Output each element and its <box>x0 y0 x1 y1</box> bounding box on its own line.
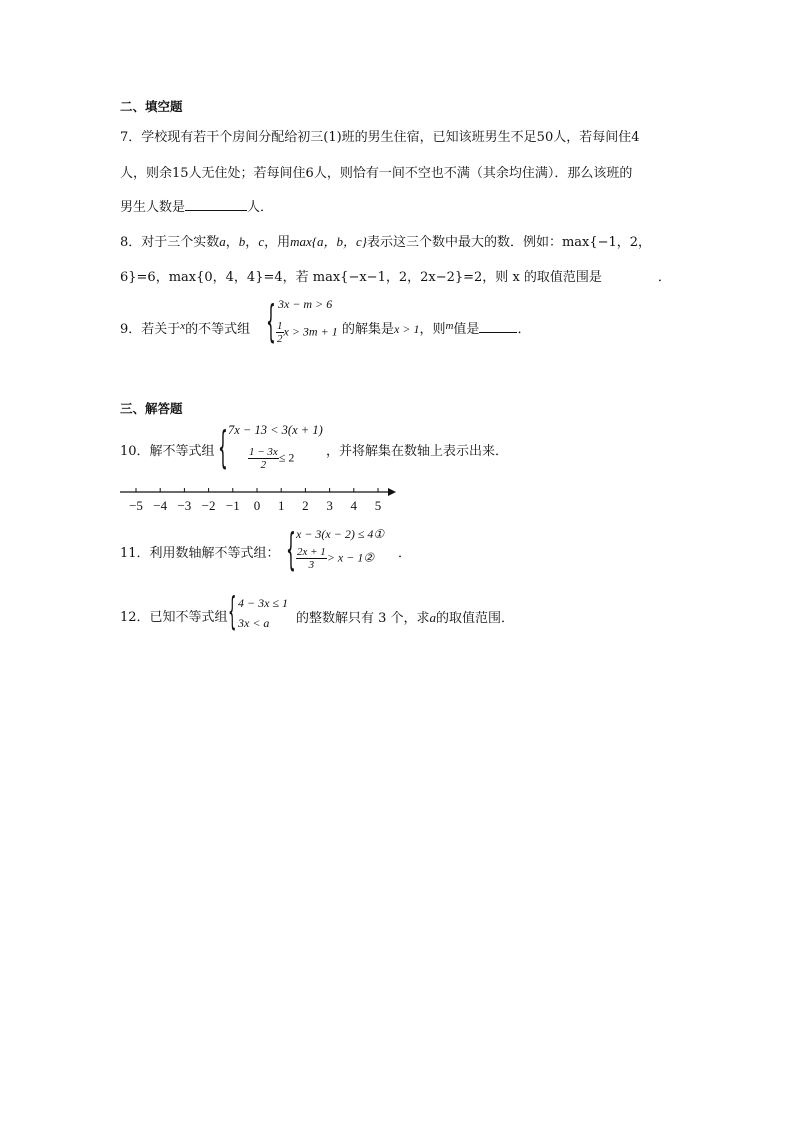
q8-use: ，用 <box>264 235 291 250</box>
number-line-tick-label: 2 <box>302 498 309 513</box>
number-line-tick-label: −3 <box>177 498 192 513</box>
number-line-tick-label: 4 <box>350 498 358 513</box>
number-line-tick-label: 5 <box>374 498 382 513</box>
q9-var-x: x <box>180 320 186 332</box>
q7-line3 <box>120 198 273 216</box>
q12-prefix: 12．已知不等式组 <box>120 610 228 625</box>
q9-suffix-group <box>342 318 530 338</box>
q9-answer-blank[interactable] <box>479 320 517 333</box>
q11-suffix: ． <box>398 546 412 561</box>
q10-eq2 <box>248 446 294 471</box>
section-heading-answer: 三、解答题 <box>120 401 183 416</box>
q8-line1 <box>120 234 651 251</box>
q10-brace: { <box>218 422 228 473</box>
q10-eq2-rest: ≤ 2 <box>278 450 295 465</box>
q7-line2: 人，则余15人无住处；若每间住6人，则恰有一间不空也不满（其余均住满）．那么该班的 <box>120 166 633 181</box>
number-line-tick-label: 3 <box>326 498 333 513</box>
q12-eq2: 3x < a <box>238 616 270 630</box>
q11-brace: { <box>286 524 296 575</box>
q9-eq2-num: 1 <box>277 320 283 332</box>
q11-prefix: 11．利用数轴解不等式组： <box>120 546 280 561</box>
q10-suffix: ，并将解集在数轴上表示出来． <box>326 444 509 459</box>
q9-eq2 <box>276 320 338 345</box>
q9-brace: { <box>266 296 276 347</box>
q8-var-b: b <box>238 234 246 249</box>
q7-line1: 7．学校现有若干个房间分配给初三(1)班的男生住宿，已知该班男生不足50人，若每间住4 <box>120 130 640 145</box>
q8-intro: 8．对于三个实数 <box>120 235 220 250</box>
number-line-tick-label: −1 <box>225 498 240 513</box>
q8-sep-1: ， <box>225 235 239 250</box>
q9-inequality-system <box>266 296 346 352</box>
q12-brace: { <box>228 589 237 633</box>
q7-line3-text: 男生人数是 <box>120 200 186 215</box>
q9-eq2-rest: x > 3m + 1 <box>283 324 338 339</box>
number-line-arrow-icon <box>388 488 396 496</box>
q11-eq2-frac <box>296 546 327 571</box>
q11-eq2-den: 3 <box>308 559 315 571</box>
q10-eq2-frac <box>248 446 279 471</box>
q8-max-func: max{a，b，c} <box>290 234 367 249</box>
q8-suffix: ． <box>657 270 671 285</box>
q9-eq2-den: 2 <box>277 333 283 345</box>
q12-var-a: a <box>429 610 437 625</box>
number-line-tick-label: −2 <box>201 498 216 513</box>
q7-line3-suffix: 人． <box>247 200 274 215</box>
q11-eq2-rest: > x − 1② <box>326 550 375 565</box>
q9-mid: 的不等式组 <box>185 322 251 337</box>
q12-inequality-system <box>228 589 300 638</box>
q10-inequality-system <box>218 420 328 480</box>
q11-inequality-system <box>286 524 406 582</box>
q8-example: 6}=6，max{0，4，4}=4，若 max{−x−1，2，2x−2}=2，则 x 的取值范围是 <box>120 270 602 285</box>
q9-prefix-group <box>120 318 250 338</box>
number-line-tick-label: 1 <box>277 498 285 513</box>
q12-mid: 的整数解只有 3 个，求 <box>296 611 430 626</box>
q12-suffix: 的取值范围． <box>436 611 515 626</box>
q12-suffix-group <box>296 610 514 627</box>
q9-end: ． <box>517 322 531 337</box>
q9-solution: x > 1 <box>394 322 420 336</box>
number-line-tick-label: 0 <box>253 498 261 513</box>
q9-after2: ，则 <box>419 322 446 337</box>
q10-prefix: 10．解不等式组 <box>120 444 215 459</box>
q8-line2 <box>120 270 671 286</box>
number-line-tick-label: −4 <box>153 498 168 513</box>
q9-prefix: 9．若关于 <box>120 322 181 337</box>
q12-eq1: 4 − 3x ≤ 1 <box>238 596 289 610</box>
q8-sep-2: ， <box>245 235 259 250</box>
q10-eq1: 7x − 13 < 3(x + 1) <box>228 423 323 437</box>
q9-eq1: 3x − m > 6 <box>278 297 333 311</box>
q10-eq2-den: 2 <box>260 459 267 471</box>
q8-desc: 表示这三个数中最大的数．例如：max{−1，2， <box>366 235 652 250</box>
q7-answer-blank[interactable] <box>185 198 247 211</box>
q9-after: 的解集是 <box>342 322 395 337</box>
q8-var-c: c <box>258 234 265 249</box>
q11-eq2 <box>296 546 374 571</box>
q10-number-line <box>118 482 400 518</box>
q9-value-is: 值是 <box>453 322 480 337</box>
q9-var-m: m <box>445 320 454 332</box>
number-line-tick-label: −5 <box>129 498 143 513</box>
q8-var-a: a <box>219 234 226 249</box>
q11-eq2-num: 2x + 1 <box>297 546 326 558</box>
q9-eq2-frac <box>276 320 284 345</box>
q11-eq1: x − 3(x − 2) ≤ 4① <box>296 527 385 541</box>
q10-eq2-num: 1 − 3x <box>249 446 278 458</box>
section-heading-fill-in: 二、填空题 <box>120 99 183 114</box>
